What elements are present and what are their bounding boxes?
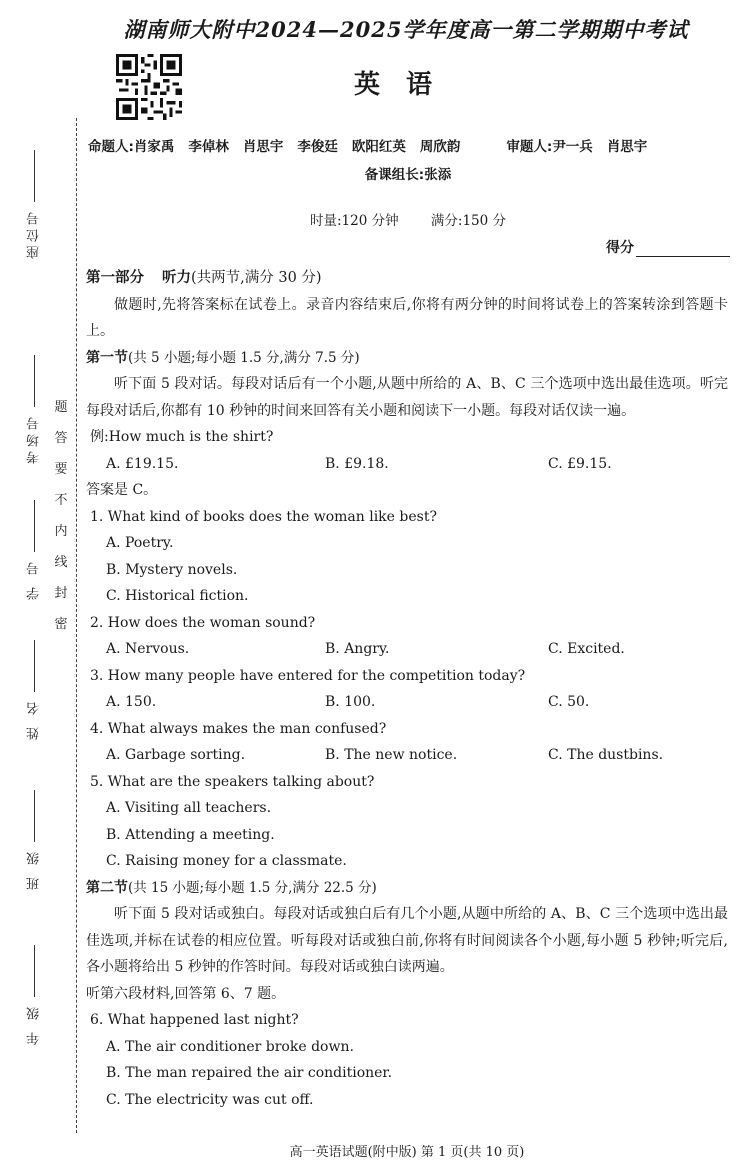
- binding-field[interactable]: [24, 640, 44, 740]
- question-stem: 3. How many people have entered for the competition today?: [90, 667, 526, 684]
- binding-blank[interactable]: [34, 500, 35, 552]
- section-title: 第二节: [86, 879, 128, 896]
- exam-title: 湖南师大附中2024—2025学年度高一第二学期期中考试: [123, 17, 689, 42]
- part-name: 听力: [162, 270, 191, 286]
- binding-field[interactable]: [24, 500, 44, 600]
- binding-margin: [0, 0, 80, 1175]
- cut-line: [76, 118, 77, 1133]
- binding-blank[interactable]: [34, 945, 35, 997]
- binding-blank[interactable]: [34, 790, 35, 842]
- score-blank[interactable]: [636, 240, 730, 257]
- option: A. The air conditioner broke down.: [106, 1038, 354, 1055]
- option: C. Excited.: [548, 641, 625, 657]
- authors-label: 命题人:: [88, 139, 134, 155]
- option: B. 100.: [325, 694, 376, 710]
- warning-char: 答: [54, 431, 68, 446]
- author-name: 欧阳红英: [351, 139, 406, 155]
- option: A. Garbage sorting.: [106, 747, 246, 763]
- option: A. 150.: [106, 694, 157, 710]
- binding-blank[interactable]: [34, 150, 35, 202]
- binding-label: 考场号: [26, 413, 42, 464]
- question-stem: 4. What always makes the man confused?: [90, 720, 387, 737]
- warning-char: 线: [54, 555, 68, 570]
- binding-field[interactable]: [24, 150, 44, 259]
- warning-char: 题: [54, 400, 68, 415]
- section-instruction: 听下面 5 段对话或独白。每段对话或独白后有几个小题,从题中所给的 A、B、C 三个选项中选出最佳选项,并标在试卷的相应位置。听每段对话或独白前,你将有时间阅读各个小题,每小题 5 秒钟;听完后,各小题将给出 5 秒钟的作答时间。每段对话或独白读两遍。: [86, 906, 728, 975]
- binding-label: 座位号: [26, 208, 42, 259]
- option-row: [86, 689, 728, 716]
- author-name: 肖思宇: [242, 139, 284, 155]
- section-heading: [86, 875, 728, 902]
- option: B. The man repaired the air conditioner.: [106, 1065, 393, 1081]
- binding-label: 年 级: [26, 1003, 42, 1046]
- score-field: [606, 237, 730, 257]
- part-detail: (共两节,满分 30 分): [191, 270, 322, 286]
- option: B. Angry.: [325, 641, 390, 657]
- binding-field[interactable]: [24, 945, 44, 1045]
- author-name: 李俊廷: [297, 139, 338, 155]
- exam-timing: [88, 209, 728, 229]
- subject-title: 英语: [353, 70, 458, 100]
- reviewer-name: 肖思宇: [606, 139, 648, 155]
- author-name: 周欣韵: [419, 139, 461, 155]
- author-name: 李倬林: [188, 139, 229, 155]
- question-stem: 5. What are the speakers talking about?: [90, 773, 375, 790]
- option: B. The new notice.: [325, 747, 458, 763]
- option: A. £19.15.: [106, 455, 179, 472]
- part-heading: [86, 265, 728, 292]
- warning-char: 不: [54, 493, 68, 508]
- option: A. Visiting all teachers.: [106, 800, 272, 816]
- exam-body: [86, 265, 728, 1113]
- option-row: [86, 636, 728, 663]
- question-stem: 6. What happened last night?: [90, 1012, 299, 1028]
- group-leader: 备课组长:张添: [364, 167, 452, 183]
- section-title: 第一节: [86, 349, 128, 366]
- section1-questions: [86, 504, 728, 875]
- section-heading: [86, 345, 728, 372]
- option: C. The electricity was cut off.: [106, 1091, 314, 1108]
- section-detail: (共 5 小题;每小题 1.5 分,满分 7.5 分): [128, 349, 360, 366]
- warning-char: 要: [54, 462, 68, 477]
- reviewer-name: 尹一兵: [552, 139, 593, 155]
- option: C. Historical fiction.: [106, 588, 249, 604]
- example-answer: 答案是 C。: [86, 482, 158, 498]
- warning-char: 封: [54, 586, 68, 601]
- score-label: 得分: [606, 240, 634, 256]
- warning-char: 内: [54, 524, 68, 539]
- binding-field[interactable]: [24, 790, 44, 890]
- section-instruction: 听下面 5 段对话。每段对话后有一个小题,从题中所给的 A、B、C 三个选项中选出最佳选项。听完每段对话后,你都有 10 秒钟的时间来回答有关小题和阅读下一小题。每段对话仅读一遍。: [86, 376, 728, 419]
- option: C. 50.: [548, 694, 590, 710]
- binding-blank[interactable]: [34, 355, 35, 407]
- qr-code: [116, 54, 182, 120]
- example-options: [86, 451, 728, 478]
- material-note: 听第六段材料,回答第 6、7 题。: [86, 985, 286, 1002]
- binding-field[interactable]: [24, 355, 44, 464]
- part-instruction: 做题时,先将答案标在试卷上。录音内容结束后,你将有两分钟的时间将试卷上的答案转涂到答题卡上。: [86, 296, 728, 339]
- option: C. £9.15.: [548, 455, 612, 472]
- option-row: [86, 742, 728, 769]
- binding-label: 学 号: [26, 558, 42, 601]
- part-number: 第一部分: [86, 270, 144, 286]
- option: C. Raising money for a classmate.: [106, 853, 347, 869]
- question-stem: 2. How does the woman sound?: [90, 614, 316, 631]
- option: A. Nervous.: [106, 641, 190, 657]
- binding-warning: [52, 392, 70, 640]
- reviewers-label: 审题人:: [506, 139, 553, 155]
- option: B. £9.18.: [325, 455, 389, 472]
- binding-label: 姓 名: [26, 698, 42, 741]
- section-detail: (共 15 小题;每小题 1.5 分,满分 22.5 分): [128, 879, 377, 896]
- option: B. Attending a meeting.: [106, 826, 275, 843]
- exam-time: 时量:120 分钟: [309, 213, 399, 229]
- option: C. The dustbins.: [548, 747, 664, 763]
- example-question: 例:How much is the shirt?: [90, 429, 274, 445]
- section2-questions: [86, 1007, 728, 1113]
- binding-blank[interactable]: [34, 640, 35, 692]
- question-stem: 1. What kind of books does the woman like best?: [90, 508, 437, 525]
- option: B. Mystery novels.: [106, 561, 238, 578]
- page-footer: 高一英语试题(附中版) 第 1 页(共 10 页): [289, 1145, 525, 1160]
- binding-label: 班 级: [26, 848, 42, 891]
- author-name: 肖家禹: [133, 139, 175, 155]
- warning-char: 密: [54, 617, 68, 632]
- exam-total: 满分:150 分: [430, 213, 506, 229]
- author-line: [88, 135, 728, 155]
- option: A. Poetry.: [106, 535, 174, 551]
